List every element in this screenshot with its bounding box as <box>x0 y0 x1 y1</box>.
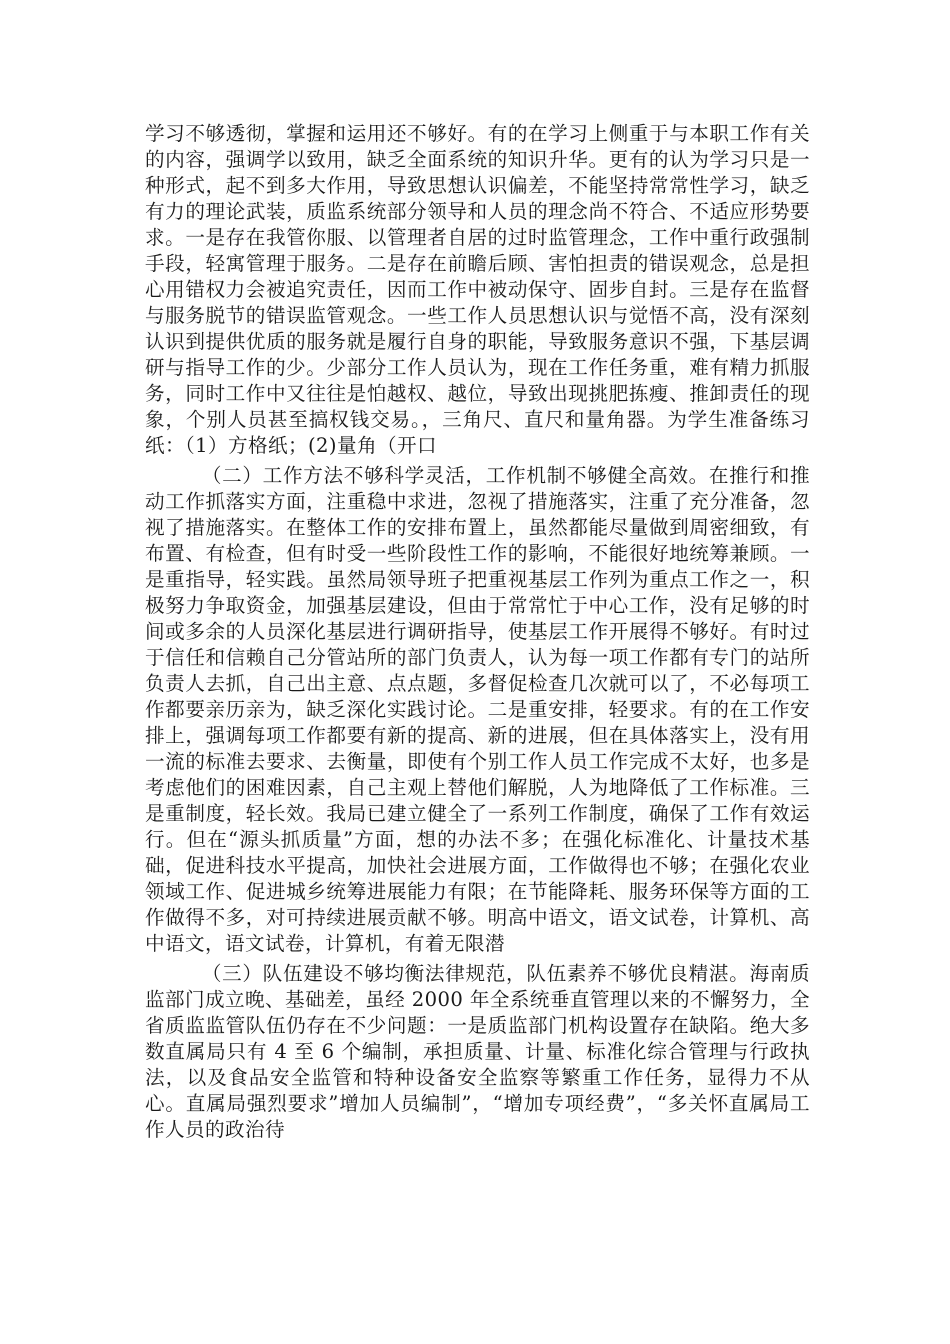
paragraph-1: 学习不够透彻，掌握和运用还不够好。有的在学习上侧重于与本职工作有关的内容，强调学以致用，缺乏全面系统的知识升华。更有的认为学习只是一种形式，起不到多大作用，导致思想认识偏差，不能坚持常常性学习，缺乏有力的理论武装，质监系统部分领导和人员的理念尚不符合、不适应形势要求。一是存在我管你服、以管理者自居的过时监管理念，工作中重行政强制手段，轻寓管理于服务。二是存在前瞻后顾、害怕担责的错误观念，总是担心用错权力会被追究责任，因而工作中被动保守、固步自封。三是存在监督与服务脱节的错误监管观念。一些工作人员思想认识与觉悟不高，没有深刻认识到提供优质的服务就是履行自身的职能，导致服务意识不强，下基层调研与指导工作的少。少部分工作人员认为，现在工作任务重，难有精力抓服务，同时工作中又往往是怕越权、越位，导致出现挑肥拣瘦、推卸责任的现象，个别人员甚至搞权钱交易。，三角尺、直尺和量角器。为学生准备练习纸：（1）方格纸；(2)量角（开口 <box>145 122 810 457</box>
paragraph-3: （三）队伍建设不够均衡法律规范，队伍素养不够优良精湛。海南质监部门成立晚、基础差，虽经 2000 年全系统垂直管理以来的不懈努力，全省质监监管队伍仍存在不少问题：一是质监部门机构设置存在缺陷。绝大多数直属局只有 4 至 6 个编制，承担质量、计量、标准化综合管理与行政执法，以及食品安全监管和特种设备安全监察等繁重工作任务，显得力不从心。直属局强烈要求”增加人员编制”，“增加专项经费”，“多关怀直属局工作人员的政治待 <box>145 962 810 1141</box>
document-body <box>145 121 810 1143</box>
paragraph-2: （二）工作方法不够科学灵活，工作机制不够健全高效。在推行和推动工作抓落实方面，注重稳中求进，忽视了措施落实，注重了充分准备，忽视了措施落实。在整体工作的安排布置上，虽然都能尽量做到周密细致，有布置、有检查，但有时受一些阶段性工作的影响，不能很好地统筹兼顾。一是重指导，轻实践。虽然局领导班子把重视基层工作列为重点工作之一，积极努力争取资金，加强基层建设，但由于常常忙于中心工作，没有足够的时间或多余的人员深化基层进行调研指导，使基层工作开展得不够好。有时过于信任和信赖自己分管站所的部门负责人，认为每一项工作都有专门的站所负责人去抓，自己出主意、点点题，多督促检查几次就可以了，不必每项工作都要亲历亲为，缺乏深化实践讨论。二是重安排，轻要求。有的在工作安排上，强调每项工作都要有新的提高、新的进展，但在具体落实上，没有用一流的标准去要求、去衡量，即使有个别工作人员工作完成不太好，也多是考虑他们的困难因素，自己主观上替他们解脱，人为地降低了工作标准。三是重制度，轻长效。我局已建立健全了一系列工作制度，确保了工作有效运行。但在“源头抓质量”方面，想的办法不多；在强化标准化、计量技术基础，促进科技水平提高，加快社会进展方面，工作做得也不够；在强化农业领域工作、促进城乡统筹进展能力有限；在节能降耗、服务环保等方面的工作做得不多，对可持续进展贡献不够。明高中语文，语文试卷，计算机、高中语文，语文试卷，计算机，有着无限潜 <box>145 464 810 955</box>
